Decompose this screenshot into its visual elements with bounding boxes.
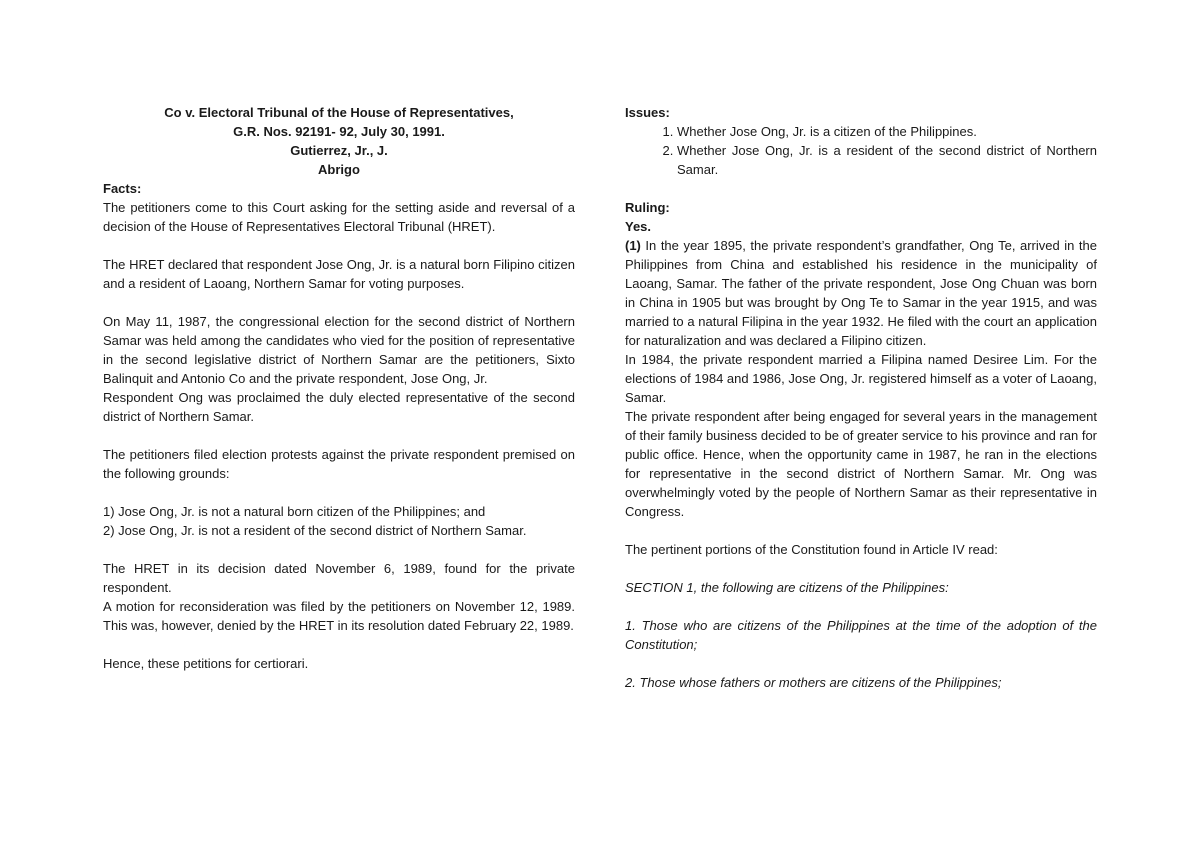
case-title: Co v. Electoral Tribunal of the House of Representatives, (164, 105, 514, 120)
spacer (625, 597, 1097, 616)
left-column (103, 103, 575, 673)
facts-paragraph-5: The petitioners filed election protests against the private respondent premised on the following grounds: (103, 447, 575, 481)
facts-paragraph-3: On May 11, 1987, the congressional election for the second district of Northern Samar was held among the candidates who vied for the position of representative in the second legislative district of Northern Samar are the petitioners, Sixto Balinquit and Antonio Co and the private respondent, Jose Ong, Jr. (103, 314, 575, 386)
issue-item-1: 1. Whether Jose Ong, Jr. is a citizen of the Philippines. (677, 122, 1097, 141)
spacer (625, 521, 1097, 540)
spacer (103, 540, 575, 559)
ruling-paragraph-1 (625, 236, 1097, 350)
spacer (625, 179, 1097, 198)
spacer (103, 236, 575, 255)
ruling-answer: Yes. (625, 219, 652, 234)
facts-paragraph-6: The HRET in its decision dated November 6, 1989, found for the private respondent. (103, 561, 575, 595)
facts-paragraph-8: Hence, these petitions for certiorari. (103, 656, 309, 671)
spacer (103, 426, 575, 445)
constitution-section: SECTION 1, the following are citizens of the Philippines: (625, 580, 949, 595)
ruling-paragraph-2: In 1984, the private respondent married a Filipina named Desiree Lim. For the elections of 1984 and 1986, Jose Ong, Jr. registered himself as a voter of Laoang, Samar. (625, 352, 1097, 405)
facts-heading: Facts: (103, 181, 142, 196)
ground-2: 2) Jose Ong, Jr. is not a resident of the second district of Northern Samar. (103, 523, 527, 538)
facts-paragraph-1: The petitioners come to this Court asking for the setting aside and reversal of a decision of the House of Representatives Electoral Tribunal (HRET). (103, 200, 575, 234)
issues-list (625, 122, 1097, 179)
right-column (625, 103, 1097, 692)
issue-item-2: 2. Whether Jose Ong, Jr. is a resident of the second district of Northern Samar. (677, 141, 1097, 179)
constitution-clause-1: 1. Those who are citizens of the Philippines at the time of the adoption of the Constitution; (625, 618, 1097, 652)
spacer (103, 635, 575, 654)
case-citation: G.R. Nos. 92191- 92, July 30, 1991. (233, 124, 445, 139)
ruling-paragraph-1-text: In the year 1895, the private respondent’s grandfather, Ong Te, arrived in the Philippines from China and established his residence in the municipality of Laoang, Samar. The father of the private respondent, Jose Ong Chuan was born in China in 1905 but was brought by Ong Te to Samar in the year 1915, and was married to a natural Filipina in the year 1932. He filed with the court an application for naturalization and was declared a Filipino citizen. (625, 238, 1097, 348)
facts-paragraph-7: A motion for reconsideration was filed by the petitioners on November 12, 1989. This was, however, denied by the HRET in its resolution dated February 22, 1989. (103, 599, 575, 633)
spacer (625, 559, 1097, 578)
ruling-heading: Ruling: (625, 200, 670, 215)
facts-paragraph-4: Respondent Ong was proclaimed the duly elected representative of the second district of Northern Samar. (103, 390, 575, 424)
issues-heading: Issues: (625, 105, 670, 120)
constitution-clause-2: 2. Those whose fathers or mothers are citizens of the Philippines; (625, 675, 1002, 690)
spacer (625, 654, 1097, 673)
spacer (103, 293, 575, 312)
facts-paragraph-2: The HRET declared that respondent Jose Ong, Jr. is a natural born Filipino citizen and a resident of Laoang, Northern Samar for voting purposes. (103, 257, 575, 291)
ruling-paragraph-4: The pertinent portions of the Constitution found in Article IV read: (625, 542, 998, 557)
case-author: Abrigo (318, 162, 360, 177)
ground-1: 1) Jose Ong, Jr. is not a natural born citizen of the Philippines; and (103, 504, 486, 519)
case-ponente: Gutierrez, Jr., J. (290, 143, 388, 158)
ruling-marker: (1) (625, 238, 641, 253)
spacer (103, 483, 575, 502)
ruling-paragraph-3: The private respondent after being engaged for several years in the management of their family business decided to be of greater service to his province and ran for public office. Hence, when the opportunity came in 1987, he ran in the elections for representative in the second district of Northern Samar. Mr. Ong was overwhelmingly voted by the people of Northern Samar as their representative in Congress. (625, 409, 1097, 519)
